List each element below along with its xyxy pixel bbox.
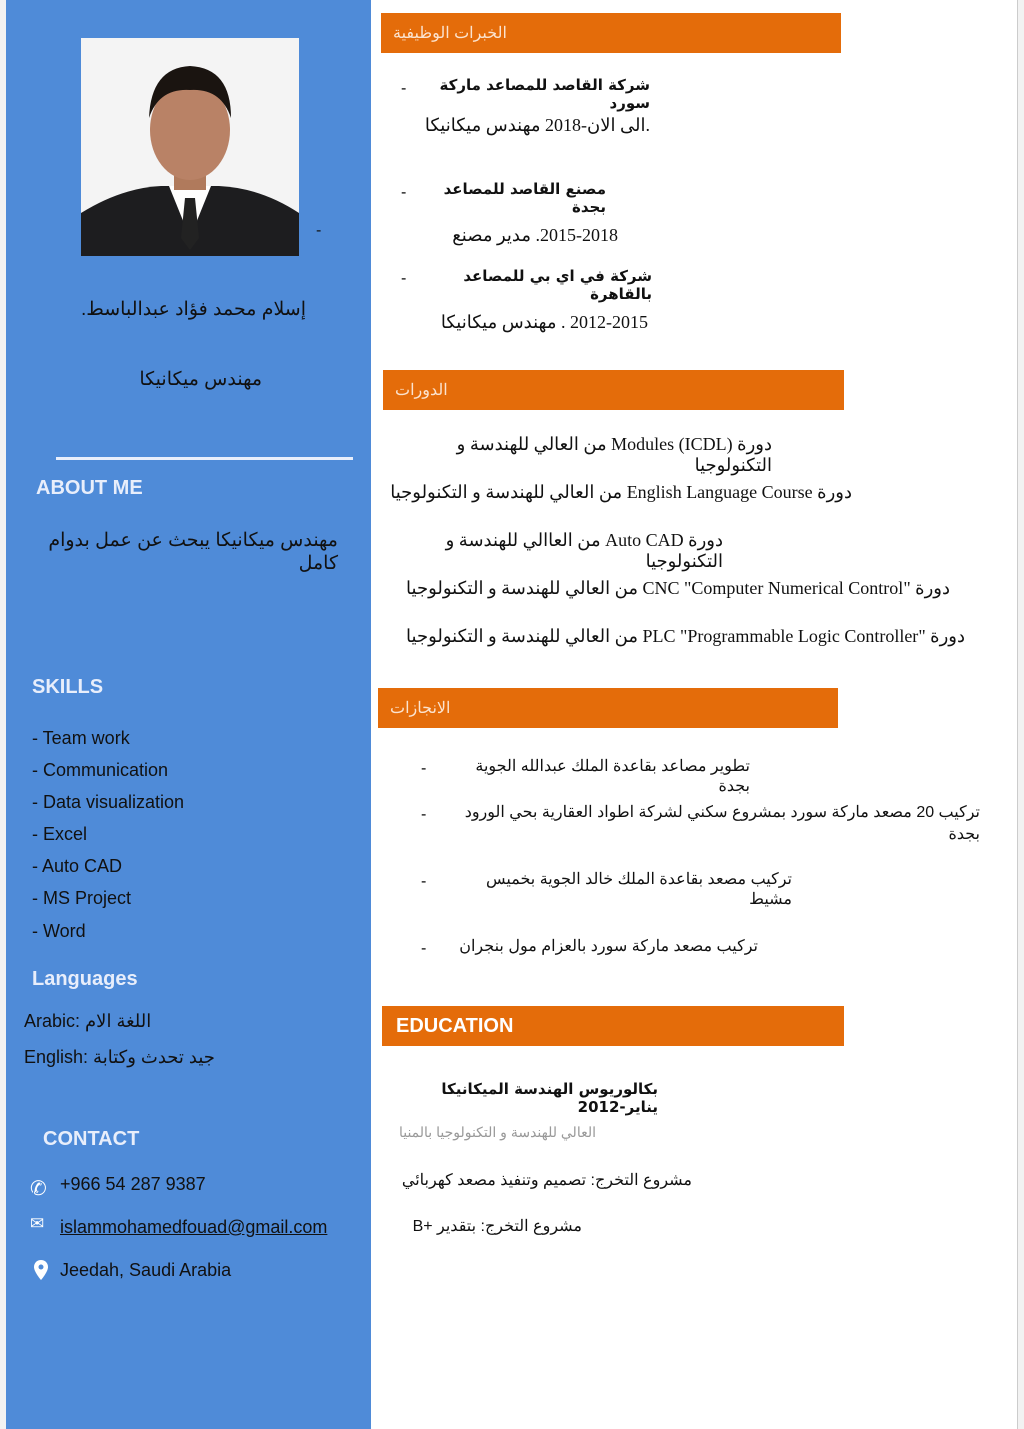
skill-item: - Data visualization — [32, 792, 185, 812]
courses-heading: الدورات — [383, 370, 844, 410]
skill-item: - MS Project — [32, 888, 132, 908]
course-item: دورة English Language Course من العالي للهندسة و التكنولوجيا — [390, 482, 852, 502]
course-item: دورة "PLC "Programmable Logic Controller من العالي للهندسة و التكنولوجيا — [406, 626, 965, 646]
skill-item: - Word — [32, 921, 86, 941]
bullet: - — [421, 940, 427, 957]
phone-number: +966 54 287 9387 — [60, 1174, 206, 1194]
graduation-project: مشروع التخرج: تصميم وتنفيذ مصعد كهربائي — [401, 1172, 692, 1189]
skill-item: - Excel — [32, 824, 88, 844]
education-heading: EDUCATION — [382, 1006, 844, 1046]
email-icon: ✉ — [30, 1214, 45, 1233]
achievements-heading: الانجازات — [378, 688, 838, 728]
achievement-item: تطوير مصاعد بقاعدة الملك عبدالله الجوية بجدة — [475, 758, 750, 795]
bullet: - — [421, 873, 427, 890]
bullet: - — [401, 184, 407, 201]
skill-item: - Auto CAD — [32, 856, 123, 876]
experience-heading: الخبرات الوظيفية — [381, 13, 841, 53]
phone-icon: ✆ — [30, 1178, 47, 1200]
bullet: - — [421, 806, 427, 823]
language-item: English: جيد تحدث وكتابة — [24, 1047, 215, 1067]
language-item: Arabic: اللغة الام — [24, 1011, 152, 1031]
skills-heading: SKILLS — [32, 676, 104, 698]
location: Jeedah, Saudi Arabia — [60, 1260, 232, 1280]
about-text: مهندس ميكانيكا يبحث عن عمل بدوام كامل — [48, 530, 338, 574]
education-school: العالي للهندسة و التكنولوجيا بالمنيا — [398, 1124, 596, 1140]
bullet: - — [401, 270, 407, 287]
photo-dash: - — [316, 222, 322, 239]
skill-item: - Communication — [32, 760, 169, 780]
full-name: إسلام محمد فؤاد عبدالباسط. — [80, 299, 306, 320]
profile-photo — [81, 38, 299, 256]
course-item: دورة (ICDL) Modules من العالي للهندسة و التكنولوجيا — [456, 434, 772, 475]
experience-company: شركة القاصد للمصاعد ماركة سورد — [439, 76, 650, 112]
bullet: - — [421, 760, 427, 777]
achievement-item: تركيب مصعد ماركة سورد بالعزام مول بنجران — [459, 938, 758, 955]
achievement-item: تركيب 20 مصعد ماركة سورد بمشروع سكني لشركة اطواد العقارية بحي الورود بجدة — [464, 804, 980, 843]
skill-item: - Team work — [32, 728, 130, 748]
education-degree: بكالوريوس الهندسة الميكانيكا يناير-2012 — [441, 1080, 658, 1116]
email-link[interactable]: islammohamedfouad@gmail.com — [60, 1217, 328, 1237]
course-item: دورة "CNC "Computer Numerical Control من العالي للهندسة و التكنولوجيا — [406, 578, 950, 598]
about-heading: ABOUT ME — [36, 477, 143, 499]
experience-company: مصنع القاصد للمصاعد بجدة — [443, 180, 606, 216]
experience-detail: .الى الان-2018 مهندس ميكانيكا — [424, 115, 650, 135]
bullet: - — [401, 80, 407, 97]
graduation-grade: مشروع التخرج: بتقدير +B — [412, 1218, 582, 1235]
job-title: مهندس ميكانيكا — [139, 369, 262, 390]
divider — [56, 457, 353, 460]
contact-heading: CONTACT — [43, 1128, 140, 1150]
experience-company: شركة في اي بي للمصاعد بالقاهرة — [463, 267, 652, 303]
sidebar — [6, 0, 371, 1429]
experience-detail: 2015-2018. مدير مصنع — [452, 225, 618, 245]
location-pin-icon — [34, 1260, 48, 1285]
experience-detail: 2012-2015 . مهندس ميكانيكا — [440, 312, 648, 332]
course-item: دورة Auto CAD من العاالي للهندسة و التكنولوجيا — [445, 530, 723, 571]
languages-heading: Languages — [32, 968, 138, 990]
achievement-item: تركيب مصعد بقاعدة الملك خالد الجوية بخميس مشيط — [485, 871, 792, 908]
